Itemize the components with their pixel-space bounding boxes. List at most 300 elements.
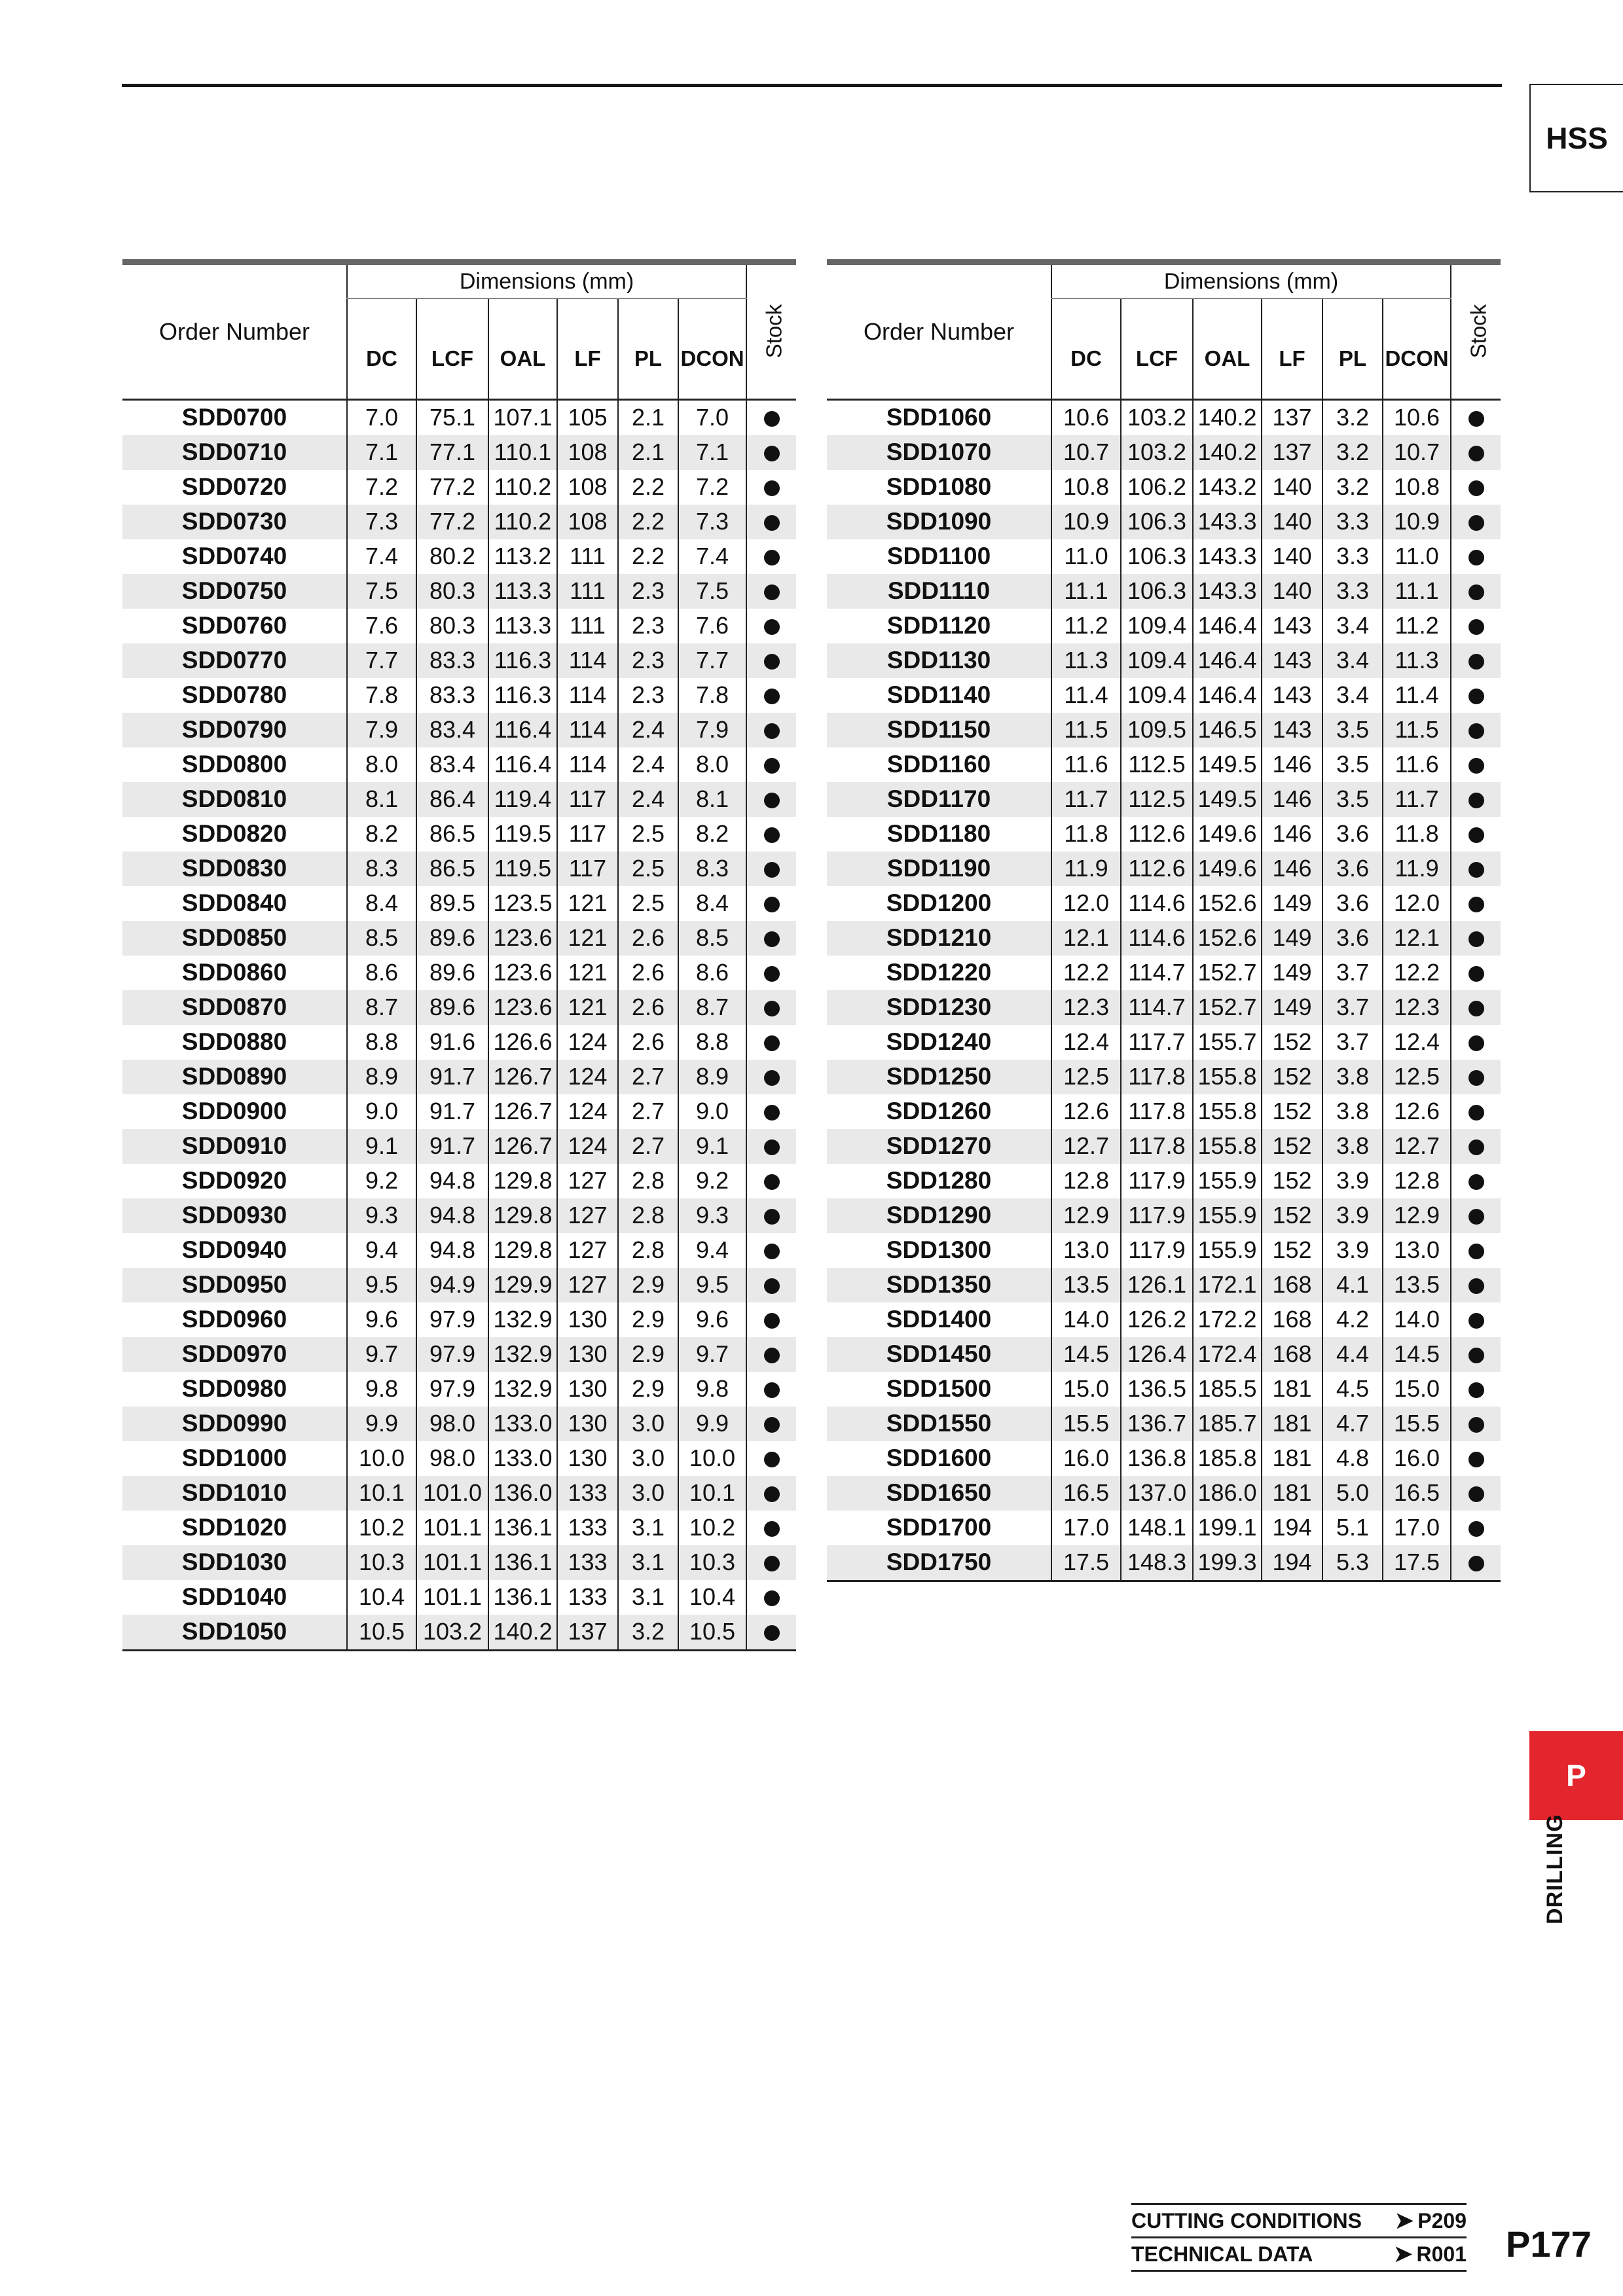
dcon-cell: 12.0 (1383, 886, 1451, 921)
order-number-cell: SDD1450 (827, 1337, 1051, 1372)
pl-cell: 2.1 (618, 399, 678, 435)
stock-cell (1451, 678, 1501, 713)
table-row (827, 1302, 1501, 1337)
table-row (122, 1025, 796, 1060)
stock-dot-icon (764, 1590, 780, 1606)
pl-cell: 3.3 (1322, 539, 1383, 574)
pl-cell: 3.4 (1322, 643, 1383, 678)
stock-dot-icon (1468, 1313, 1484, 1329)
table-row (827, 574, 1501, 609)
dcon-cell: 16.5 (1383, 1476, 1451, 1511)
oal-cell: 172.4 (1193, 1337, 1262, 1372)
dcon-cell: 9.1 (678, 1129, 746, 1164)
dc-cell: 7.5 (347, 574, 416, 609)
dc-cell: 14.5 (1051, 1337, 1121, 1372)
stock-cell (1451, 1545, 1501, 1581)
stock-cell (746, 921, 796, 956)
dc-cell: 11.9 (1051, 852, 1121, 886)
lf-cell: 124 (557, 1025, 618, 1060)
pl-cell: 2.1 (618, 435, 678, 470)
stock-dot-icon (764, 1382, 780, 1398)
oal-cell: 186.0 (1193, 1476, 1262, 1511)
lf-cell: 146 (1262, 852, 1322, 886)
table-row (122, 609, 796, 643)
dc-cell: 9.2 (347, 1164, 416, 1198)
order-number-cell: SDD0730 (122, 505, 347, 539)
table-row (122, 713, 796, 747)
order-number-cell: SDD1700 (886, 1514, 992, 1541)
stock-cell (746, 886, 796, 921)
table-row (827, 470, 1501, 505)
order-number-cell: SDD1650 (827, 1476, 1051, 1511)
stock-cell (1451, 1407, 1501, 1441)
pl-cell: 2.7 (618, 1129, 678, 1164)
stock-cell (1451, 399, 1501, 435)
pl-cell: 3.0 (618, 1476, 678, 1511)
dcon-cell: 7.8 (678, 678, 746, 713)
stock-dot-icon (764, 1001, 780, 1016)
lcf-cell: 101.1 (416, 1580, 488, 1615)
stock-dot-icon (1468, 1556, 1484, 1571)
table-row (122, 1268, 796, 1302)
stock-cell (746, 1198, 796, 1233)
dcon-cell: 8.2 (678, 817, 746, 852)
lf-cell: 143 (1262, 713, 1322, 747)
lcf-cell: 117.8 (1121, 1060, 1193, 1094)
lf-cell: 105 (557, 399, 618, 435)
oal-cell: 199.1 (1193, 1511, 1262, 1545)
lf-cell: 152 (1262, 1094, 1322, 1129)
stock-cell (746, 1268, 796, 1302)
oal-cell: 152.6 (1193, 921, 1262, 956)
lf-cell: 152 (1262, 1025, 1322, 1060)
pl-cell: 4.2 (1322, 1302, 1383, 1337)
pl-cell: 3.8 (1322, 1129, 1383, 1164)
oal-cell: 143.3 (1193, 539, 1262, 574)
stock-cell (746, 782, 796, 817)
dc-cell: 15.5 (1051, 1407, 1121, 1441)
dc-cell: 15.0 (1051, 1372, 1121, 1407)
oal-cell: 136.1 (488, 1511, 557, 1545)
table-row (122, 747, 796, 782)
order-number-cell: SDD1210 (827, 921, 1051, 956)
table-row (827, 886, 1501, 921)
stock-dot-icon (1468, 1209, 1484, 1225)
dc-cell: 9.4 (347, 1233, 416, 1268)
dcon-cell: 9.0 (678, 1094, 746, 1129)
lcf-cell: 77.2 (416, 505, 488, 539)
header-oal: OAL (1193, 298, 1262, 399)
stock-cell (746, 990, 796, 1025)
lcf-cell: 137.0 (1121, 1476, 1193, 1511)
dcon-cell: 11.4 (1383, 678, 1451, 713)
lf-cell: 117 (557, 852, 618, 886)
pl-cell: 5.3 (1322, 1545, 1383, 1581)
stock-dot-icon (1468, 1244, 1484, 1259)
oal-cell: 132.9 (488, 1302, 557, 1337)
dc-cell: 11.7 (1051, 782, 1121, 817)
lcf-cell: 106.3 (1121, 539, 1193, 574)
stock-dot-icon (1468, 793, 1484, 808)
dc-cell: 12.2 (1051, 956, 1121, 990)
lf-cell: 168 (1262, 1302, 1322, 1337)
stock-cell (746, 435, 796, 470)
oal-cell: 199.3 (1193, 1545, 1262, 1581)
lf-cell: 121 (557, 956, 618, 990)
stock-dot-icon (1468, 1348, 1484, 1363)
pl-cell: 2.9 (618, 1337, 678, 1372)
dcon-cell: 10.0 (678, 1441, 746, 1476)
stock-dot-icon (1468, 1174, 1484, 1190)
order-number-cell: SDD0970 (122, 1337, 347, 1372)
order-number-cell: SDD0710 (122, 435, 347, 470)
oal-cell: 110.2 (488, 470, 557, 505)
dcon-cell: 12.4 (1383, 1025, 1451, 1060)
dc-cell: 7.9 (347, 713, 416, 747)
header-stock: Stock (746, 262, 796, 400)
table-row (827, 1060, 1501, 1094)
lcf-cell: 114.7 (1121, 956, 1193, 990)
pl-cell: 3.2 (1322, 435, 1383, 470)
lcf-cell: 86.5 (416, 817, 488, 852)
stock-dot-icon (764, 723, 780, 739)
table-row (122, 1129, 796, 1164)
hss-tab: HSS (1529, 84, 1623, 192)
dcon-cell: 14.0 (1383, 1302, 1451, 1337)
stock-dot-icon (1468, 515, 1484, 531)
oal-cell: 129.8 (488, 1198, 557, 1233)
dcon-cell: 10.1 (678, 1476, 746, 1511)
lcf-cell: 83.3 (416, 678, 488, 713)
table-row (122, 1580, 796, 1615)
dcon-cell: 12.8 (1383, 1164, 1451, 1198)
order-number-cell: SDD1200 (886, 889, 992, 916)
dcon-cell: 17.5 (1383, 1545, 1451, 1581)
table-row (122, 539, 796, 574)
stock-dot-icon (1468, 1070, 1484, 1086)
dcon-cell: 15.0 (1383, 1372, 1451, 1407)
dc-cell: 8.7 (347, 990, 416, 1025)
oal-cell: 172.1 (1193, 1268, 1262, 1302)
order-number-cell: SDD1260 (886, 1098, 992, 1124)
oal-cell: 155.9 (1193, 1164, 1262, 1198)
table-row (827, 782, 1501, 817)
lf-cell: 143 (1262, 678, 1322, 713)
header-dimensions: Dimensions (mm) (347, 262, 746, 299)
table-row (827, 678, 1501, 713)
dc-cell: 11.5 (1051, 713, 1121, 747)
pl-cell: 5.0 (1322, 1476, 1383, 1511)
lf-cell: 152 (1262, 1198, 1322, 1233)
lf-cell: 130 (557, 1372, 618, 1407)
order-number-cell: SDD0860 (181, 959, 287, 986)
pl-cell: 3.9 (1322, 1233, 1383, 1268)
stock-dot-icon (764, 1244, 780, 1259)
oal-cell: 185.5 (1193, 1372, 1262, 1407)
stock-cell (746, 1060, 796, 1094)
table-row (827, 1233, 1501, 1268)
order-number-cell: SDD1130 (827, 643, 1051, 678)
stock-cell (1451, 956, 1501, 990)
lcf-cell: 101.1 (416, 1545, 488, 1580)
lf-cell: 111 (557, 539, 618, 574)
dcon-cell: 11.6 (1383, 747, 1451, 782)
lf-cell: 114 (557, 747, 618, 782)
table-row (827, 1511, 1501, 1545)
order-number-cell: SDD0780 (181, 681, 287, 708)
dcon-cell: 7.7 (678, 643, 746, 678)
pl-cell: 3.2 (1322, 399, 1383, 435)
dc-cell: 11.8 (1051, 817, 1121, 852)
order-number-cell: SDD1060 (886, 404, 992, 431)
stock-dot-icon (1468, 723, 1484, 739)
header-order-number: Order Number (827, 262, 1051, 400)
dc-cell: 9.8 (347, 1372, 416, 1407)
oal-cell: 119.5 (488, 817, 557, 852)
order-number-cell: SDD0770 (122, 643, 347, 678)
lcf-cell: 117.8 (1121, 1129, 1193, 1164)
stock-cell (746, 1233, 796, 1268)
lf-cell: 133 (557, 1511, 618, 1545)
dcon-cell: 9.3 (678, 1198, 746, 1233)
table-row (122, 505, 796, 539)
pl-cell: 2.3 (618, 678, 678, 713)
lcf-cell: 109.4 (1121, 609, 1193, 643)
order-number-cell: SDD1400 (886, 1306, 992, 1333)
table-row (122, 1476, 796, 1511)
dcon-cell: 7.5 (678, 574, 746, 609)
pl-cell: 2.6 (618, 1025, 678, 1060)
dc-cell: 12.9 (1051, 1198, 1121, 1233)
lf-cell: 111 (557, 609, 618, 643)
order-number-cell: SDD1170 (827, 782, 1051, 817)
oal-cell: 149.5 (1193, 782, 1262, 817)
oal-cell: 143.2 (1193, 470, 1262, 505)
ref-cutting-conditions[interactable] (1131, 2203, 1467, 2236)
lcf-cell: 114.6 (1121, 886, 1193, 921)
dcon-cell: 11.9 (1383, 852, 1451, 886)
stock-dot-icon (764, 793, 780, 808)
pl-cell: 3.6 (1322, 852, 1383, 886)
order-number-cell: SDD1120 (886, 612, 991, 639)
dc-cell: 10.6 (1051, 399, 1121, 435)
lf-cell: 114 (557, 678, 618, 713)
dcon-cell: 9.7 (678, 1337, 746, 1372)
stock-cell (1451, 1268, 1501, 1302)
order-number-cell: SDD0840 (181, 889, 287, 916)
table-row (122, 1060, 796, 1094)
order-number-cell: SDD1110 (827, 574, 1051, 609)
arrow-right-icon: ➤ (1394, 2242, 1413, 2267)
oal-cell: 146.5 (1193, 713, 1262, 747)
oal-cell: 185.8 (1193, 1441, 1262, 1476)
pl-cell: 3.1 (618, 1580, 678, 1615)
lcf-cell: 112.6 (1121, 852, 1193, 886)
dcon-cell: 10.6 (1383, 399, 1451, 435)
stock-dot-icon (764, 411, 780, 427)
stock-cell (1451, 1233, 1501, 1268)
dc-cell: 10.9 (1051, 505, 1121, 539)
section-p-tab[interactable]: P (1529, 1731, 1623, 1820)
table-row (827, 1164, 1501, 1198)
stock-cell (1451, 1060, 1501, 1094)
dcon-cell: 12.9 (1383, 1198, 1451, 1233)
table-row (122, 921, 796, 956)
lcf-cell: 80.3 (416, 574, 488, 609)
pl-cell: 4.4 (1322, 1337, 1383, 1372)
lf-cell: 124 (557, 1129, 618, 1164)
dc-cell: 16.0 (1051, 1441, 1121, 1476)
dc-cell: 7.1 (347, 435, 416, 470)
pl-cell: 3.7 (1322, 1025, 1383, 1060)
stock-cell (1451, 470, 1501, 505)
pl-cell: 3.9 (1322, 1164, 1383, 1198)
pl-cell: 2.3 (618, 574, 678, 609)
dcon-cell: 8.8 (678, 1025, 746, 1060)
stock-cell (1451, 505, 1501, 539)
dc-cell: 12.6 (1051, 1094, 1121, 1129)
pl-cell: 2.2 (618, 539, 678, 574)
lcf-cell: 126.2 (1121, 1302, 1193, 1337)
dcon-cell: 7.4 (678, 539, 746, 574)
dc-cell: 8.9 (347, 1060, 416, 1094)
oal-cell: 140.2 (488, 1615, 557, 1651)
pl-cell: 2.2 (618, 470, 678, 505)
pl-cell: 2.6 (618, 956, 678, 990)
pl-cell: 2.7 (618, 1060, 678, 1094)
stock-dot-icon (764, 1070, 780, 1086)
stock-dot-icon (1468, 1486, 1484, 1502)
dcon-cell: 12.3 (1383, 990, 1451, 1025)
header-stock: Stock (1451, 262, 1501, 400)
table-row (122, 678, 796, 713)
oal-cell: 136.1 (488, 1580, 557, 1615)
lcf-cell: 148.1 (1121, 1511, 1193, 1545)
oal-cell: 149.5 (1193, 747, 1262, 782)
lcf-cell: 94.8 (416, 1198, 488, 1233)
oal-cell: 133.0 (488, 1441, 557, 1476)
table-row (122, 1545, 796, 1580)
oal-cell: 110.1 (488, 435, 557, 470)
ref-page: P209 (1417, 2208, 1467, 2233)
dc-cell: 7.0 (347, 399, 416, 435)
stock-dot-icon (1468, 1521, 1484, 1537)
lf-cell: 168 (1262, 1337, 1322, 1372)
dc-cell: 10.8 (1051, 470, 1121, 505)
pl-cell: 2.7 (618, 1094, 678, 1129)
stock-cell (746, 713, 796, 747)
lcf-cell: 86.4 (416, 782, 488, 817)
dcon-cell: 12.6 (1383, 1094, 1451, 1129)
dc-cell: 12.8 (1051, 1164, 1121, 1198)
lf-cell: 133 (557, 1476, 618, 1511)
table-row (827, 1407, 1501, 1441)
dcon-cell: 11.5 (1383, 713, 1451, 747)
stock-dot-icon (1468, 1382, 1484, 1398)
dc-cell: 8.6 (347, 956, 416, 990)
oal-cell: 123.5 (488, 886, 557, 921)
oal-cell: 132.9 (488, 1372, 557, 1407)
lf-cell: 140 (1262, 574, 1322, 609)
order-number-cell: SDD0810 (122, 782, 347, 817)
ref-technical-data[interactable] (1131, 2236, 1467, 2272)
dcon-cell: 10.3 (678, 1545, 746, 1580)
stock-dot-icon (764, 689, 780, 704)
stock-dot-icon (764, 584, 780, 600)
oal-cell: 136.1 (488, 1545, 557, 1580)
stock-cell (746, 505, 796, 539)
order-number-cell: SDD1550 (827, 1407, 1051, 1441)
order-number-cell: SDD0800 (181, 751, 287, 778)
stock-dot-icon (764, 862, 780, 878)
dc-cell: 11.1 (1051, 574, 1121, 609)
oal-cell: 149.6 (1193, 817, 1262, 852)
pl-cell: 2.6 (618, 921, 678, 956)
lf-cell: 137 (557, 1615, 618, 1651)
dcon-cell: 10.9 (1383, 505, 1451, 539)
oal-cell: 113.2 (488, 539, 557, 574)
dc-cell: 12.0 (1051, 886, 1121, 921)
ref-label: TECHNICAL DATA (1131, 2242, 1313, 2266)
dcon-cell: 8.4 (678, 886, 746, 921)
lcf-cell: 126.1 (1121, 1268, 1193, 1302)
lcf-cell: 117.8 (1121, 1094, 1193, 1129)
pl-cell: 2.4 (618, 782, 678, 817)
table-row (827, 817, 1501, 852)
order-number-cell: SDD1270 (827, 1129, 1051, 1164)
stock-dot-icon (764, 1035, 780, 1051)
dc-cell: 10.2 (347, 1511, 416, 1545)
dcon-cell: 11.3 (1383, 643, 1451, 678)
order-number-cell: SDD1090 (827, 505, 1051, 539)
dc-cell: 7.2 (347, 470, 416, 505)
lf-cell: 181 (1262, 1372, 1322, 1407)
header-dcon: DCON (1383, 298, 1451, 399)
table-row (827, 956, 1501, 990)
lcf-cell: 109.4 (1121, 678, 1193, 713)
lcf-cell: 80.3 (416, 609, 488, 643)
lcf-cell: 89.5 (416, 886, 488, 921)
stock-dot-icon (764, 1348, 780, 1363)
product-table-right (827, 259, 1501, 1582)
pl-cell: 3.6 (1322, 921, 1383, 956)
pl-cell: 4.8 (1322, 1441, 1383, 1476)
oal-cell: 146.4 (1193, 643, 1262, 678)
stock-cell (1451, 643, 1501, 678)
stock-cell (746, 1372, 796, 1407)
table-row (122, 886, 796, 921)
oal-cell: 126.7 (488, 1129, 557, 1164)
dc-cell: 8.4 (347, 886, 416, 921)
product-table-left (122, 259, 796, 1651)
lcf-cell: 91.7 (416, 1129, 488, 1164)
table-row (827, 1372, 1501, 1407)
pl-cell: 2.5 (618, 852, 678, 886)
order-number-cell: SDD1150 (827, 713, 1051, 747)
pl-cell: 2.8 (618, 1198, 678, 1233)
lcf-cell: 86.5 (416, 852, 488, 886)
dc-cell: 7.6 (347, 609, 416, 643)
lcf-cell: 101.0 (416, 1476, 488, 1511)
pl-cell: 4.7 (1322, 1407, 1383, 1441)
stock-dot-icon (764, 1313, 780, 1329)
lcf-cell: 103.2 (1121, 399, 1193, 435)
lcf-cell: 136.7 (1121, 1407, 1193, 1441)
stock-dot-icon (764, 1278, 780, 1294)
stock-cell (1451, 1476, 1501, 1511)
lf-cell: 149 (1262, 921, 1322, 956)
pl-cell: 4.5 (1322, 1372, 1383, 1407)
